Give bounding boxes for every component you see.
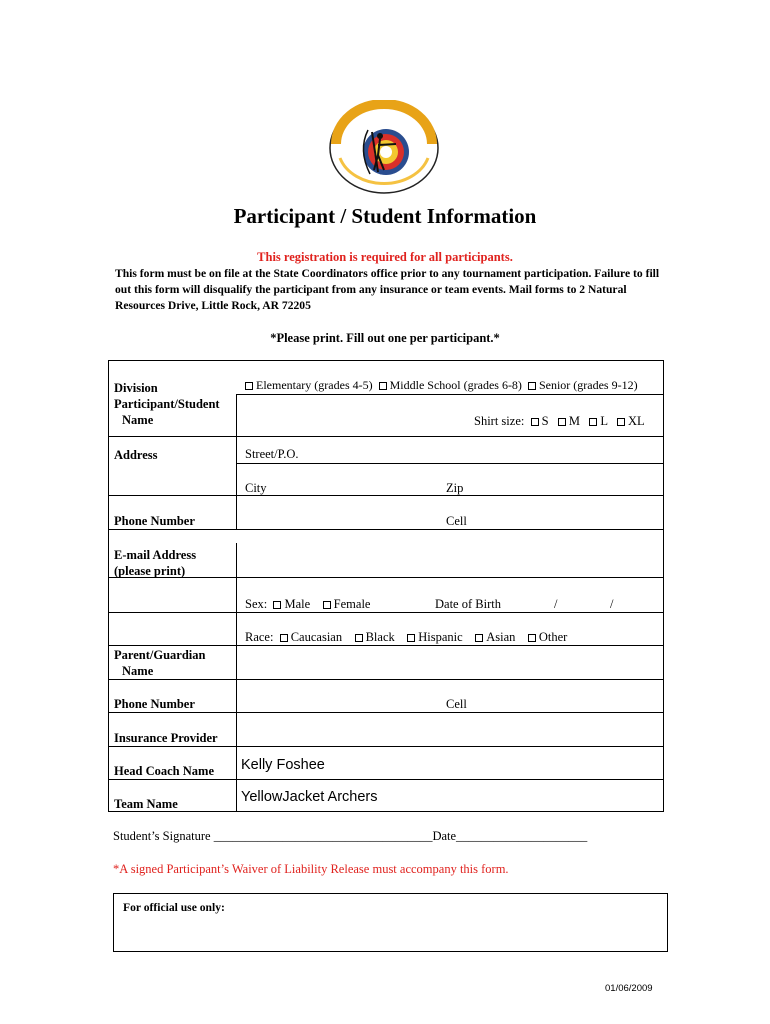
insurance-label: Insurance Provider (114, 731, 218, 745)
dob-label[interactable]: Date of Birth (435, 597, 501, 611)
race-hispanic-option[interactable]: Hispanic (407, 630, 462, 644)
checkbox-icon (407, 634, 415, 642)
participant-name-label: Participant/Student (114, 397, 220, 411)
print-instructions: *Please print. Fill out one per participant.* (270, 331, 500, 345)
checkbox-icon (589, 418, 597, 426)
email-label-2: (please print) (114, 564, 186, 578)
shirt-size-xl[interactable]: XL (617, 414, 645, 428)
division-options (245, 377, 638, 393)
division-label: Division (114, 381, 158, 395)
street-field-label[interactable]: Street/P.O. (245, 447, 299, 461)
sex-female-option[interactable]: Female (323, 597, 371, 611)
sex-group: Sex: Male Female (245, 597, 371, 611)
shirt-size-m[interactable]: M (558, 414, 580, 428)
form-revision-date: 01/06/2009 (605, 983, 653, 994)
shirt-size-l[interactable]: L (589, 414, 607, 428)
race-caucasian-option[interactable]: Caucasian (280, 630, 342, 644)
sex-male-option[interactable]: Male (273, 597, 310, 611)
race-asian-option[interactable]: Asian (475, 630, 515, 644)
required-notice: This registration is required for all participants. (257, 250, 513, 264)
official-use-label: For official use only: (123, 901, 225, 914)
checkbox-icon (379, 382, 387, 390)
page-title: Participant / Student Information (233, 204, 537, 228)
shirt-size-s[interactable]: S (531, 414, 549, 428)
coach-name-label: Head Coach Name (114, 764, 214, 778)
phone-label: Phone Number (114, 514, 195, 528)
checkbox-icon (245, 382, 253, 390)
checkbox-icon (558, 418, 566, 426)
official-use-box (113, 893, 668, 952)
shirt-size-group: Shirt size: S M L XL (474, 414, 645, 428)
waiver-notice: *A signed Participant’s Waiver of Liability Release must accompany this form. (113, 862, 509, 876)
participant-name-label-2: Name (122, 413, 154, 427)
division-senior-option[interactable]: Senior (grades 9-12) (528, 378, 638, 392)
coach-name-value[interactable]: Kelly Foshee (241, 757, 325, 773)
guardian-name-label-2: Name (122, 664, 154, 678)
checkbox-icon (528, 634, 536, 642)
guardian-name-label: Parent/Guardian (114, 648, 206, 662)
archery-program-logo (328, 100, 440, 196)
city-field-label[interactable]: City (245, 481, 267, 495)
checkbox-icon (531, 418, 539, 426)
team-name-label: Team Name (114, 797, 178, 811)
checkbox-icon (280, 634, 288, 642)
intro-instructions: This form must be on file at the State Coordinators office prior to any tournament participation. Failure to fill out this form will disqualify the participant from any insurance or team events. Mail forms to 2 Natural Resources Drive, Little Rock, AR 72205 (115, 267, 660, 312)
checkbox-icon (475, 634, 483, 642)
checkbox-icon (528, 382, 536, 390)
checkbox-icon (617, 418, 625, 426)
division-elementary-option[interactable]: Elementary (grades 4-5) (245, 378, 373, 392)
zip-field-label[interactable]: Zip (446, 481, 464, 495)
checkbox-icon (355, 634, 363, 642)
race-black-option[interactable]: Black (355, 630, 395, 644)
checkbox-icon (273, 601, 281, 609)
race-group: Race: Caucasian Black Hispanic Asian Other (245, 630, 568, 644)
guardian-phone-label: Phone Number (114, 697, 195, 711)
checkbox-icon (323, 601, 331, 609)
team-name-value[interactable]: YellowJacket Archers (241, 789, 378, 805)
guardian-cell-label[interactable]: Cell (446, 697, 467, 711)
cell-field-label[interactable]: Cell (446, 514, 467, 528)
email-label: E-mail Address (114, 548, 197, 562)
dob-separator: / (610, 597, 614, 611)
registration-form-table (108, 360, 664, 812)
signature-line[interactable]: Student’s Signature ___________________________________Date_____________________ (113, 829, 588, 843)
dob-separator: / (554, 597, 558, 611)
race-other-option[interactable]: Other (528, 630, 567, 644)
division-middle-option[interactable]: Middle School (grades 6-8) (379, 378, 522, 392)
address-label: Address (114, 448, 158, 462)
